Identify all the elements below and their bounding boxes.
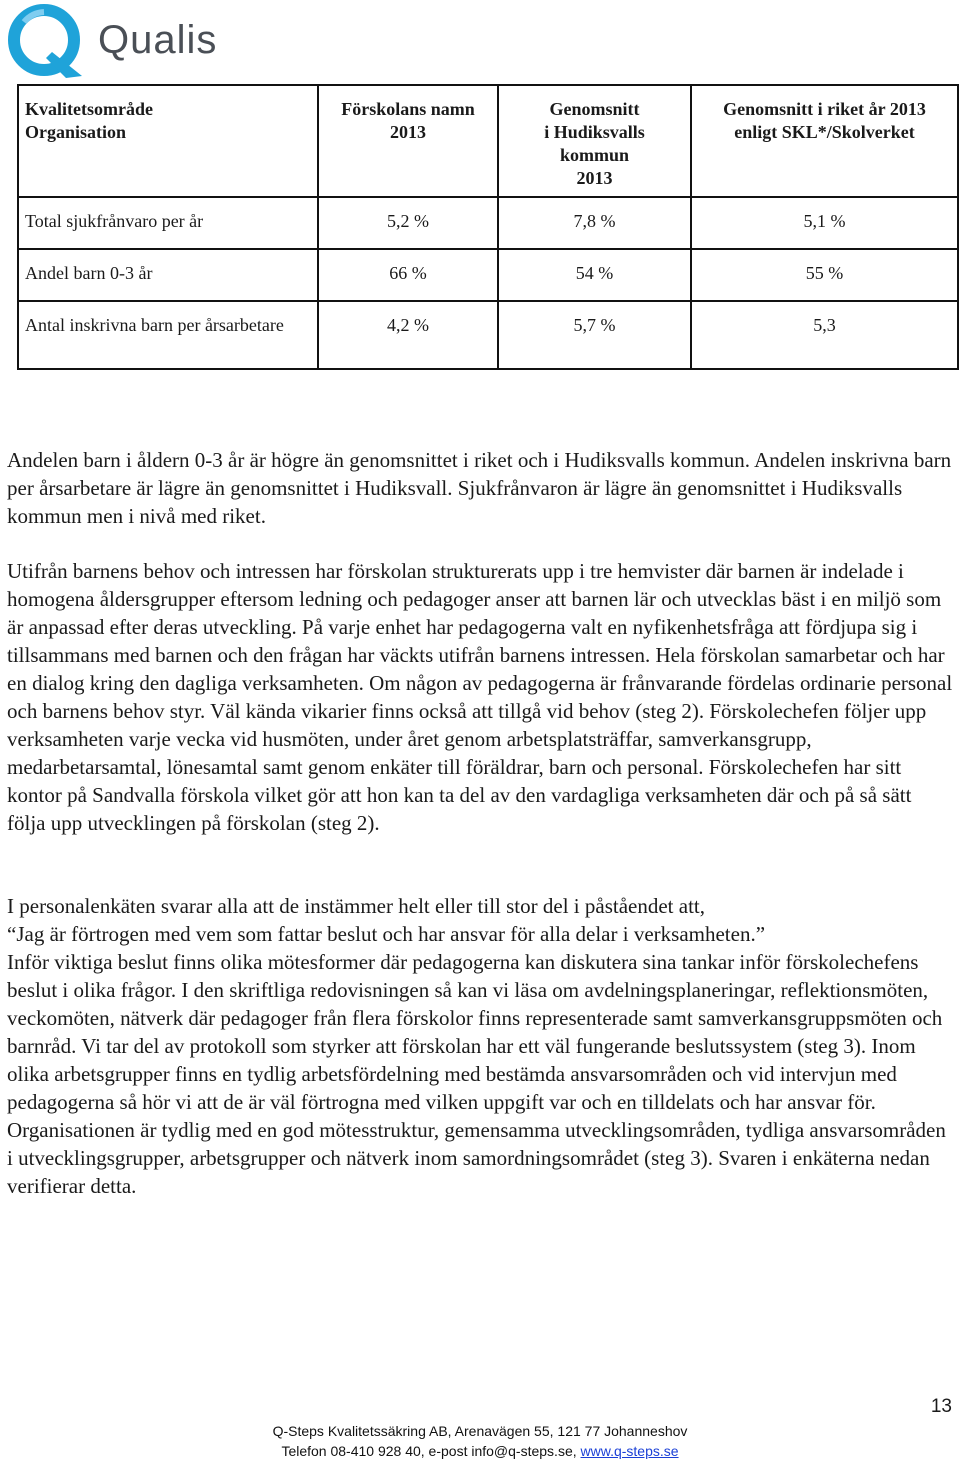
website-link[interactable]: www.q-steps.se	[580, 1443, 679, 1459]
header-kvalitetsomrade	[18, 85, 318, 197]
paragraph-summary: Andelen barn i åldern 0-3 år är högre än genomsnittet i riket och i Hudiksvalls kommun. Andelen inskrivna barn per årsarbetare är lägre än genomsnittet i Hudiksvall. Sjukfrånvaron är lägre än genomsnittet i Hudiksvalls kommun men i nivå med riket.	[7, 448, 952, 528]
header-genomsnitt-kommun	[498, 85, 691, 197]
table-header-row	[18, 85, 958, 197]
page-footer	[0, 1421, 960, 1461]
table-row	[18, 249, 958, 301]
paragraph-personal-survey: I personalenkäten svarar alla att de instämmer helt eller till stor del i påståendet att, “Jag är förtrogen med vem som fattar beslut och har ansvar för alla delar i verksamheten.” Inför viktiga beslut finns olika mötesformer där pedagogerna kan diskutera sina tankar inför förskolechefens beslut i olika frågor. I den skriftliga redovisningen så kan vi läsa om avdelningsplaneringar, reflektionsmöten, veckomöten, nätverk där pedagoger från flera förskolor finns representerade samt samverkansgruppsmöten och barnråd. Vi tar del av protokoll som styrker att förskolan har ett väl fungerande beslutssystem (steg 3). Inom olika arbetsgrupper finns en tydlig arbetsfördelning med bestämda ansvarsområden och vid intervjun med pedagogerna så hör vi att de är väl förtrogna med vilken uppgift var och en tilldelats och har ansvar för. Organisationen är tydlig med en god mötesstruktur, gemensamma utvecklingsområden, tydliga ansvarsområden i utvecklingsgrupper, arbetsgrupper och nätverk inom samordningsområdet (steg 3). Svaren i enkäterna nedan verifierar detta.	[7, 894, 946, 1198]
logo-wordmark: Qualis	[98, 18, 218, 62]
table-row	[18, 301, 958, 369]
table-row	[18, 197, 958, 249]
table-cell: Antal inskrivna barn per årsarbetare	[18, 301, 318, 369]
table-cell: 7,8 %	[498, 197, 691, 249]
qualis-logo-mark	[4, 2, 94, 82]
table-cell: 5,1 %	[691, 197, 958, 249]
table-cell: Andel barn 0-3 år	[18, 249, 318, 301]
table-cell: 5,3	[691, 301, 958, 369]
table-cell: 5,7 %	[498, 301, 691, 369]
statistics-table	[17, 84, 959, 370]
table-cell: 5,2 %	[318, 197, 498, 249]
footer-contact	[0, 1441, 960, 1461]
header-text: Kvalitetsområde Organisation	[25, 99, 153, 142]
header-text: Förskolans namn 2013	[341, 99, 475, 142]
footer-contact-text: Telefon 08-410 928 40, e-post info@q-steps.se,	[281, 1443, 581, 1459]
table-cell: 54 %	[498, 249, 691, 301]
table-cell: 4,2 %	[318, 301, 498, 369]
paragraph-organisation: Utifrån barnens behov och intressen har förskolan strukturerats upp i tre hemvister där barnen är indelade i homogena åldersgrupper eftersom ledning och pedagoger anser att barnen lär och utvecklas bäst i en miljö som är anpassad efter deras utveckling. På varje enhet har pedagogerna valt en nyfikenhetsfråga att fördjupa sig i tillsammans med barnen och den frågan har väckts utifrån barnens intressen. Hela förskolan samarbetar och har en dialog kring den dagliga verksamheten. Om någon av pedagogerna är frånvarande fördelas ordinarie personal och barnens behov styr. Väl kända vikarier finns också att tillgå vid behov (steg 2). Förskolechefen följer upp verksamheten varje vecka vid husmöten, under året genom arbetsplatsträffar, samverkansgrupp, medarbetarsamtal, lönesamtal samt genom enkäter till föräldrar, barn och personal. Förskolechefen har sitt kontor på Sandvalla förskola vilket gör att hon kan ta del av den vardagliga verksamheten där och på så sätt följa upp utvecklingen på förskolan (steg 2).	[7, 559, 953, 835]
header-text: Genomsnitt i Hudiksvalls kommun 2013	[544, 99, 645, 188]
header-forskolans-namn	[318, 85, 498, 197]
table-cell: 66 %	[318, 249, 498, 301]
header-text: Genomsnitt i riket år 2013 enligt SKL*/Skolverket	[723, 99, 926, 142]
table-cell: 55 %	[691, 249, 958, 301]
table-cell: Total sjukfrånvaro per år	[18, 197, 318, 249]
header-genomsnitt-riket	[691, 85, 958, 197]
footer-address: Q-Steps Kvalitetssäkring AB, Arenavägen 55, 121 77 Johanneshov	[272, 1423, 688, 1439]
page-number: 13	[930, 1396, 952, 1417]
qualis-logo	[4, 2, 244, 82]
